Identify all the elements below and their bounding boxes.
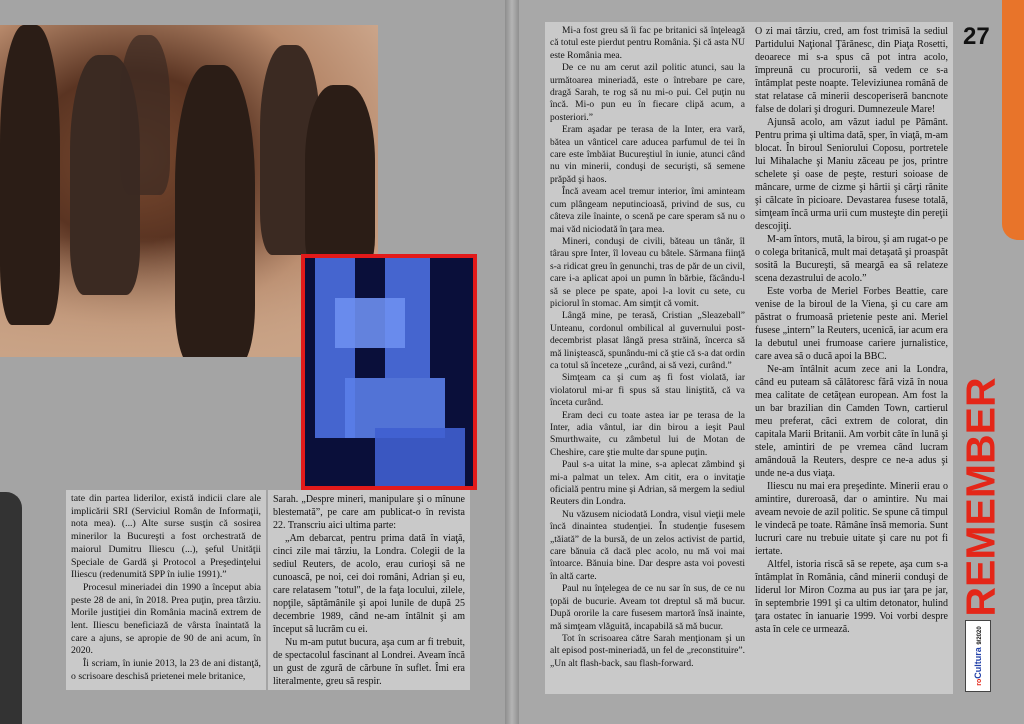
paragraph: Paul nu înţelegea de ce nu sar în sus, de ce nu ţopăi de bucurie. Aveam tot dreptul să mă bucur. După ororile la care fusesem martoră însă inainte, mă simţeam vlăguită, incapabilă să mă bucur. xyxy=(550,584,745,632)
paragraph: M-am întors, mută, la birou, şi am rugat-o pe o colega britanică, mult mai detaşată şi proaspăt sosită la Bucureşti, să meargă ea să relateze scena dezastrului de acolo.” xyxy=(755,234,948,284)
paragraph: Paul s-a uitat la mine, s-a aplecat zâmbind şi mi-a palmat un telex. Am citit, era o invitaţie oficială pentru mine şi Adrian, să mergem la sediul Reuters din Londra. xyxy=(550,460,745,508)
paragraph: Altfel, istoria riscă să se repete, aşa cum s-a întâmplat în România, când minerii conduşi de liderul lor Miron Cozma au pus iar ţara pe jar, în septembrie 1991 şi ca ultim detonator, hulind ţara ostatec în ianuarie 1999. Voi vorbi despre asta în cele ce urmează. xyxy=(755,559,948,635)
paragraph: Îi scriam, în iunie 2013, la 23 de ani distanţă, o scrisoare deschisă prietenei mele britanice, xyxy=(71,658,261,682)
section-title-text: REMEMBER xyxy=(957,377,1004,617)
paragraph: Procesul mineriadei din 1990 a început abia peste 28 de ani, în 2018. Prea puţin, prea târziu. Morile justiţiei din România macină extrem de lent. Iliescu beneficiază de vârsta înaintată la care a ajuns, se apropie de 90 de ani acum, în 2020. xyxy=(71,581,261,657)
paragraph: Ajunsă acolo, am văzut iadul pe Pământ. Pentru prima şi ultima dată, sper, în viaţă, m-am blocat. În biroul Seniorului Coposu, portretele lui Mihalache şi Maniu zăceau pe jos, printre schelete şi oase de peşte, resturi soioase de mâncare, urme de cizme şi hârtii şi cărţi rănite şi călcate în picioare. Devastarea fusese totală, simţeam încă urma urii cum musteşte din pereţii descojiţi. xyxy=(755,117,949,232)
paragraph: Este vorba de Meriel Forbes Beattie, care venise de la biroul de la Viena, şi cu care am păstrat o frumoasă prietenie peste ani. Meriel fusese „intern” la Reuters, ucenică, iar acum era la debutul unei frumoase cariere jurnalistice, care avea să o ducă apoi la BBC. xyxy=(755,286,948,362)
paragraph: O zi mai târziu, cred, am fost trimisă la sediul Partidului Naţional Ţărănesc, din Piaţa Rosetti, deoarece mi s-a spus că pot intra acolo, împreună cu procurorii, să vedem ce s-a întâmplat peste noapte. Televiziunea română de stat relatase că minerii descoperiseră bancnote false de dolari şi droguri. Dumnezeule Mare! xyxy=(755,26,948,115)
paragraph: Lângă mine, pe terasă, Cristian „Sleazeball” Unteanu, cordonul ombilical al guvernului post-decembrist plasat lângă presa străină, încerca să mă liniştească, spunându-mi că ştie că s-a dat ordin ca totul să înceteze „curând, ai să vezi, curând.” xyxy=(550,311,745,371)
paragraph: „Am debarcat, pentru prima dată în viaţă, cinci zile mai târziu, la Londra. Colegii de la sediul Reuters, de acolo, erau curioşi să ne cunoască, pe noi, cei doi români, Adrian şi eu, care relatasem "totul", de la faţa locului, zilele, nopţile, săptămânile şi apoi lunile de după 25 decembrie 1989, când ne-am întâlnit şi am început să lucrăm cu ei. xyxy=(273,533,465,635)
right-edge-tab xyxy=(1002,0,1024,240)
paragraph: Iliescu nu mai era preşedinte. Minerii erau o amintire, dureroasă, dar o amintire. Nu mai aveam nevoie de azil politic. Se spune că timpul le vindecă pe toate. Rămâne însă memoria. Sunt lucruri care nu trebuie uitate şi care nu pot fi iertate. xyxy=(755,481,948,557)
paragraph: Sarah. „Despre mineri, manipulare şi o mînune blestemată”, pe care am publicat-o în revista 22. Transcriu aici ultima parte: xyxy=(273,494,465,531)
section-title xyxy=(957,372,1005,622)
paragraph: tate din partea liderilor, există indicii clare ale implicării SRI (Serviciul Român de Informaţii, nota mea). (...) Alte surse susţin că sosirea minerilor la Bucureşti a fost orchestrată de maiorul Dumitru Iliescu (...), şeful Unităţii Speciale de Gardă şi Protocol a Preşedinţelui Iliescu (redenumită SPP în iulie 1991).” xyxy=(71,493,261,581)
logo-brand: Cultura xyxy=(973,647,983,679)
paragraph: Nu văzusem niciodată Londra, visul vieţii mele încă dinaintea studenţiei. În studenţie fusesem „tăiată” de la bursă, de un zelos activist de partid, care bănuia că dacă plec acolo, nu mă voi mai întoarce. Bănuia bine. Dar despre asta voi povesti în altă carte. xyxy=(550,509,745,582)
inset-photo xyxy=(301,254,477,490)
text-column-3 xyxy=(545,22,750,694)
paragraph: Simţeam ca şi cum aş fi fost violată, iar violatorul mi-ar fi spus să stau liniştită, că va înceta curând. xyxy=(550,373,745,409)
paragraph: Ne-am întâlnit acum zece ani la Londra, când eu puteam să călătoresc fără viză în noua mea calitate de cetăţean european. Am fost la un bar brazilian din Camden Town, cartierul meu preferat, căci extrem de colorat, din capitala Marii Britanii. Am vorbit câte în lună şi stele, amintiri de pe vremea când lucram amândouă la Reuters, despre ce ne-a adus şi unde ne-a dus viaţa. xyxy=(755,364,948,479)
paragraph: Tot în scrisoarea către Sarah menţionam şi un alt episod post-mineriadă, un fel de „reconstituire”. „Un alt flash-back, sau flash-forward. xyxy=(550,633,745,669)
paragraph: Mi-a fost greu să îi fac pe britanici să înţeleagă că totul este pierdut pentru România. Şi că asta NU este România mea. xyxy=(550,26,745,61)
left-edge-tab xyxy=(0,492,22,724)
text-column-4 xyxy=(750,22,953,694)
paragraph: Mineri, conduşi de civili, băteau un tânăr, îl târau spre Inter, îl loveau cu bâtele. Sărmana fiinţă s-a ridicat greu în genunchi, tras de păr de un civil, care i-a aplicat apoi un pumn în bărbie, făcându-l să se plece pe spate, apoi l-a lovit cu sete, cu piciorul în stomac. Am simţit că vomit. xyxy=(550,236,745,309)
magazine-logo xyxy=(965,620,991,692)
logo-issue: 9/2020 xyxy=(977,626,983,645)
paragraph: Eram deci cu toate astea iar pe terasa de la Inter, adia vântul, iar din birou a ieşit Paul Smurthwaite, cu zâmbetul lui de Motan de Cheshire, care ştie multe dar spune puţin. xyxy=(550,410,745,458)
text-column-1 xyxy=(66,490,266,690)
text-column-2 xyxy=(268,490,470,690)
paragraph: Nu m-am putut bucura, aşa cum ar fi trebuit, de spectacolul fascinant al Londrei. Aveam încă un gust de zgură de cărbune în suflet. Îmi era literalmente, greu să respir. xyxy=(273,637,465,687)
logo-prefix: ro xyxy=(976,678,983,686)
paragraph: Eram aşadar pe terasa de la Inter, era vară, bătea un vânticel care aducea parfumul de tei în care este îmbăiat Bucureştiul în iunie, atunci când nu vin minerii, conduşi de securişti, să semene prăpăd şi haos. xyxy=(550,125,745,185)
page-number: 27 xyxy=(963,23,990,50)
paragraph: De ce nu am cerut azil politic atunci, sau la următoarea mineriadă, este o întrebare pe care, dragă Sarah, te rog să nu mi-o pui. Cel puţin nu încă. Mi-o pun eu în fiecare clipă acum, a posteriori.” xyxy=(550,63,745,123)
paragraph: Încă aveam acel tremur interior, îmi aminteam cum plângeam neputincioasă, privind de sus, cu câteva zile înainte, o scenă pe care speram să nu o mai văd niciodată în ţara mea. xyxy=(550,187,745,235)
page-gutter xyxy=(505,0,519,724)
